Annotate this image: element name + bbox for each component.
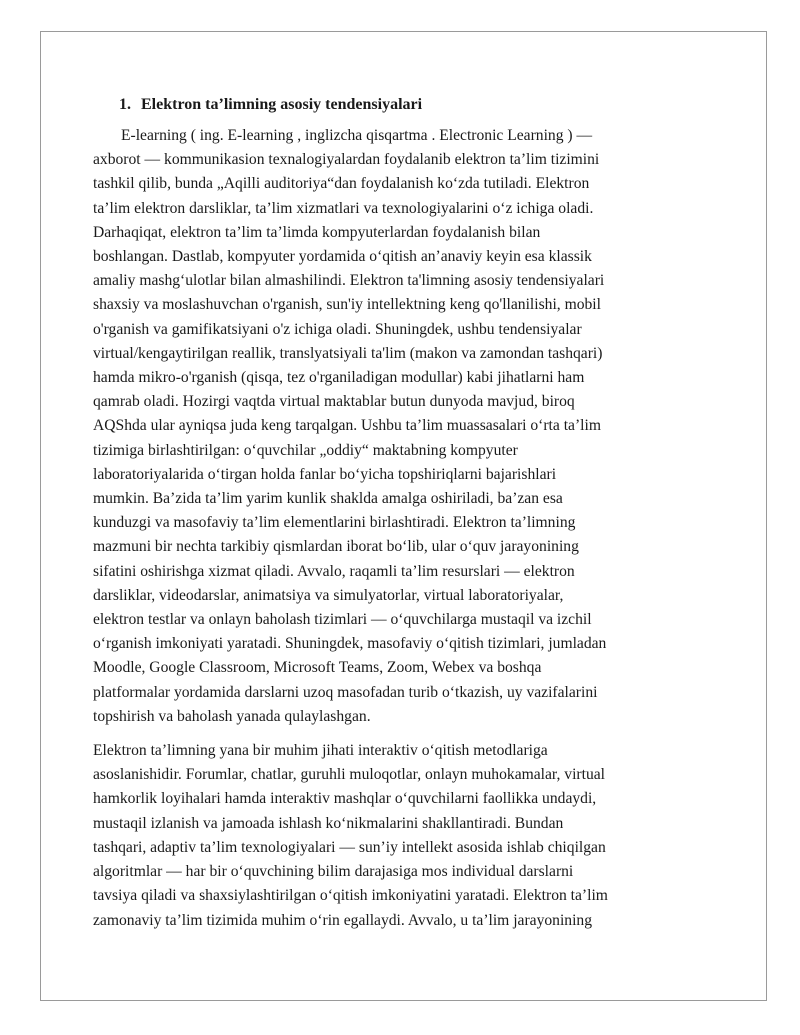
text-line: darsliklar, videodarslar, animatsiya va simulyatorlar, virtual laboratoriyalar, [93,586,564,604]
text-line: sifatini oshirishga xizmat qiladi. Avvalo, raqamli ta’lim resurslari — elektron [93,562,575,580]
text-line: axborot — kommunikasion texnalogiyalardan foydalanib elektron ta’lim tizimini [93,151,600,169]
paragraph-interactive-methods [93,739,710,933]
text-line: oʻrganish imkoniyati yaratadi. Shuningdek, masofaviy oʻqitish tizimlari, jumladan [93,635,607,653]
text-line: asoslanishidir. Forumlar, chatlar, guruhli muloqotlar, onlayn muhokamalar, virtual [93,766,605,784]
text-line: tashkil qilib, bunda „Aqilli auditoriya“dan foydalanish koʻzda tutiladi. Elektron [93,175,590,193]
text-line: virtual/kengaytirilgan reallik, translyatsiyali ta'lim (makon va zamondan tashqari) [93,344,603,362]
text-line: algoritmlar — har bir oʻquvchining bilim darajasiga mos individual darslarni [93,863,574,881]
text-line: mustaqil izlanish va jamoada ishlash koʻnikmalarini shakllantiradi. Bundan [93,814,564,832]
text-line: mumkin. Ba’zida ta’lim yarim kunlik shaklda amalga oshiriladi, ba’zan esa [93,490,563,508]
section-heading [93,94,710,116]
text-line: Moodle, Google Classroom, Microsoft Teams, Zoom, Webex va boshqa [93,659,542,677]
document-body [93,94,710,933]
text-line: tashqari, adaptiv ta’lim texnologiyalari — sun’iy intellekt asosida ishlab chiqilgan [93,838,606,856]
text-line: Darhaqiqat, elektron ta’lim ta’limda kompyuterlardan foydalanish bilan [93,223,541,241]
text-line: ta’lim elektron darsliklar, ta’lim xizmatlari va texnologiyalarini oʻz ichiga oladi. [93,199,594,217]
text-line: Elektron ta’limning yana bir muhim jihati interaktiv oʻqitish metodlariga [93,742,548,760]
text-line: o'rganish va gamifikatsiyani o'z ichiga oladi. Shuningdek, ushbu tendensiyalar [93,320,582,338]
text-line: AQShda ular ayniqsa juda keng tarqalgan. Ushbu ta’lim muassasalari oʻrta ta’lim [93,417,601,435]
text-line: tizimiga birlashtirilgan: oʻquvchilar „oddiy“ maktabning kompyuter [93,441,518,459]
text-line: qamrab oladi. Hozirgi vaqtda virtual maktablar butun dunyoda mavjud, biroq [93,393,575,411]
text-line: boshlangan. Dastlab, kompyuter yordamida oʻqitish an’anaviy keyin esa klassik [93,248,592,266]
text-line: elektron testlar va onlayn baholash tizimlari — oʻquvchilarga mustaqil va izchil [93,611,592,629]
text-line: platformalar yordamida darslarni uzoq masofadan turib oʻtkazish, uy vazifalarini [93,683,598,701]
text-line: zamonaviy ta’lim tizimida muhim oʻrin egallaydi. Avvalo, u ta’lim jarayonining [93,911,593,929]
section-number: 1. [119,96,131,113]
text-line: E-learning ( ing. E-learning , inglizcha qisqartma . Electronic Learning ) — [121,127,593,144]
text-line: hamda mikro-o'rganish (qisqa, tez o'rganiladigan modullar) kabi jihatlarni ham [93,369,585,387]
paragraph-elearning-definition [93,124,710,729]
text-line: kunduzgi va masofaviy ta’lim elementlarini birlashtiradi. Elektron ta’limning [93,514,576,532]
text-line: mazmuni bir nechta tarkibiy qismlardan iborat boʻlib, ular oʻquv jarayonining [93,538,579,556]
section-title: Elektron ta’limning asosiy tendensiyalari [141,96,423,113]
text-line: topshirish va baholash yanada qulaylashgan. [93,707,371,725]
text-line: shaxsiy va moslashuvchan o'rganish, sun'iy intellektning keng qo'llanilishi, mobil [93,296,601,314]
text-line: tavsiya qiladi va shaxsiylashtirilgan oʻqitish imkoniyatini yaratadi. Elektron ta’lim [93,887,608,905]
text-line: amaliy mashgʻulotlar bilan almashilindi. Elektron ta'limning asosiy tendensiyalari [93,272,605,290]
text-line: hamkorlik loyihalari hamda interaktiv mashqlar oʻquvchilarni faollikka undaydi, [93,790,597,808]
text-line: laboratoriyalarida oʻtirgan holda fanlar boʻyicha topshiriqlarni bajarishlari [93,465,557,483]
